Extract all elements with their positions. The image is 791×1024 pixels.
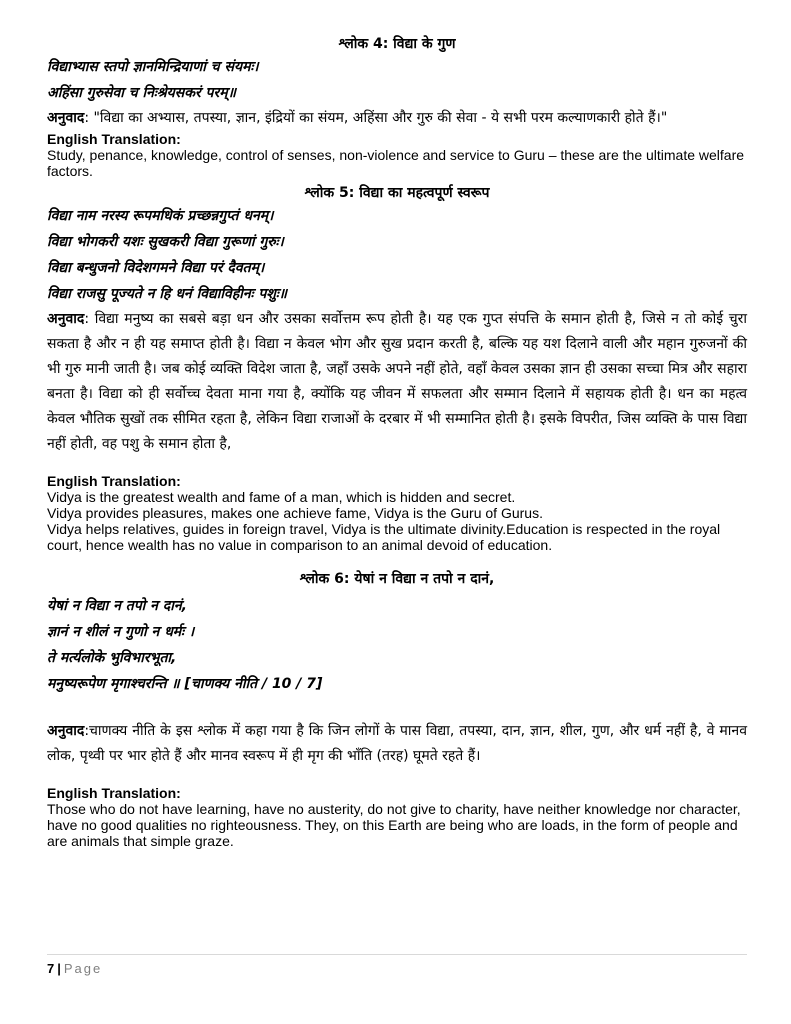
shloka-4-verse-line: विद्याभ्यास स्तपो ज्ञानमिन्द्रियाणां च संयमः। <box>47 59 259 75</box>
document-page <box>47 34 747 849</box>
anuvad-text: : "विद्या का अभ्यास, तपस्या, ज्ञान, इंद्रियों का संयम, अहिंसा और गुरु की सेवा - ये सभी परम कल्याणकारी होते हैं।" <box>84 110 668 126</box>
shloka-5-heading: श्लोक 5: विद्या का महत्वपूर्ण स्वरूप <box>304 185 490 201</box>
shloka-6-verse-line: येषां न विद्या न तपो न दानं, <box>47 598 187 614</box>
shloka-4-english-title: English Translation: <box>47 131 181 147</box>
page-number: 7 <box>47 961 55 976</box>
shloka-6-verse-line: ते मर्त्यलोके भुविभारभूता, <box>47 650 177 666</box>
footer-separator: | <box>57 961 61 976</box>
shloka-5-english-line: Vidya provides pleasures, makes one achieve fame, Vidya is the Guru of Gurus. <box>47 505 543 521</box>
anuvad-label: अनुवाद <box>47 723 85 739</box>
shloka-6-anuvad <box>47 719 747 769</box>
shloka-4-anuvad <box>47 106 747 131</box>
anuvad-label: अनुवाद <box>47 311 85 327</box>
shloka-5-verse-line: विद्या राजसु पूज्यते न हि धनं विद्याविहीनः पशुः॥ <box>47 286 288 302</box>
shloka-5-english-title: English Translation: <box>47 473 181 489</box>
shloka-5-verse-line: विद्या बन्धुजनो विदेशगमने विद्या परं दैवतम्। <box>47 260 265 276</box>
anuvad-label: अनुवाद <box>47 110 85 126</box>
shloka-4-heading: श्लोक 4: विद्या के गुण <box>338 36 456 52</box>
shloka-6-heading: श्लोक 6: येषां न विद्या न तपो न दानं, <box>299 571 495 587</box>
shloka-6-english-text: Those who do not have learning, have no austerity, do not give to charity, have neither knowledge nor character, have no good qualities no righteousness. They, on this Earth are being who are loads, in the form of people and are animals that simple graze. <box>47 801 741 849</box>
shloka-4-verse-line: अहिंसा गुरुसेवा च निःश्रेयसकरं परम्॥ <box>47 85 236 101</box>
shloka-5-english-line: Vidya helps relatives, guides in foreign travel, Vidya is the ultimate divinity.Education is respected in the royal court, hence wealth has no value in comparison to an animal devoid of education. <box>47 521 721 553</box>
shloka-6-english-title: English Translation: <box>47 785 181 801</box>
shloka-5-verse-line: विद्या नाम नरस्य रूपमधिकं प्रच्छन्नगुप्तं धनम्। <box>47 208 274 224</box>
shloka-6-verse-line: मनुष्यरूपेण मृगाश्चरन्ति ॥ [चाणक्य नीति / 10 / 7] <box>47 676 323 692</box>
anuvad-text: : विद्या मनुष्य का सबसे बड़ा धन और उसका सर्वोत्तम रूप होती है। यह एक गुप्त संपत्ति के समान होती है, जिसे न तो कोई चुरा सकता है और न ही यह समाप्त होती है। विद्या न केवल भोग और सुख प्रदान करती है, बल्कि यह यश दिलाने वाली और महान गुरुजनों की भी गुरु मानी जाती है। जब कोई व्यक्ति विदेश जाता है, जहाँ उसके अपने नहीं होते, वहाँ केवल उसका ज्ञान ही उसका सच्चा मित्र और सहारा बनता है। विद्या को ही सर्वोच्च देवता माना गया है, क्योंकि यह जीवन में सफलता और सम्मान दिलाने में सहायक होती है। धन का महत्व केवल भौतिक सुखों तक सीमित रहता है, लेकिन विद्या राजाओं के दरबार में भी सम्मानित होती है। इसके विपरीत, जिस व्यक्ति के पास विद्या नहीं होती, वह पशु के समान होता है, <box>47 311 747 452</box>
anuvad-text: :चाणक्य नीति के इस श्लोक में कहा गया है कि जिन लोगों के पास विद्या, तपस्या, दान, ज्ञान, शील, गुण, और धर्म नहीं है, वे मानव लोक, पृथ्वी पर भार होते हैं और मानव स्वरूप में ही मृग की भाँति (तरह) घूमते रहते हैं। <box>47 723 747 764</box>
page-footer <box>47 954 747 976</box>
shloka-5-english-line: Vidya is the greatest wealth and fame of a man, which is hidden and secret. <box>47 489 516 505</box>
shloka-6-verse-line: ज्ञानं न शीलं न गुणो न धर्मः । <box>47 624 195 640</box>
page-label: Page <box>63 961 103 976</box>
shloka-5-verse-line: विद्या भोगकरी यशः सुखकरी विद्या गुरूणां गुरुः। <box>47 234 284 250</box>
shloka-5-anuvad <box>47 307 747 457</box>
shloka-4-english-text: Study, penance, knowledge, control of senses, non-violence and service to Guru – these are the ultimate welfare factors. <box>47 147 745 179</box>
